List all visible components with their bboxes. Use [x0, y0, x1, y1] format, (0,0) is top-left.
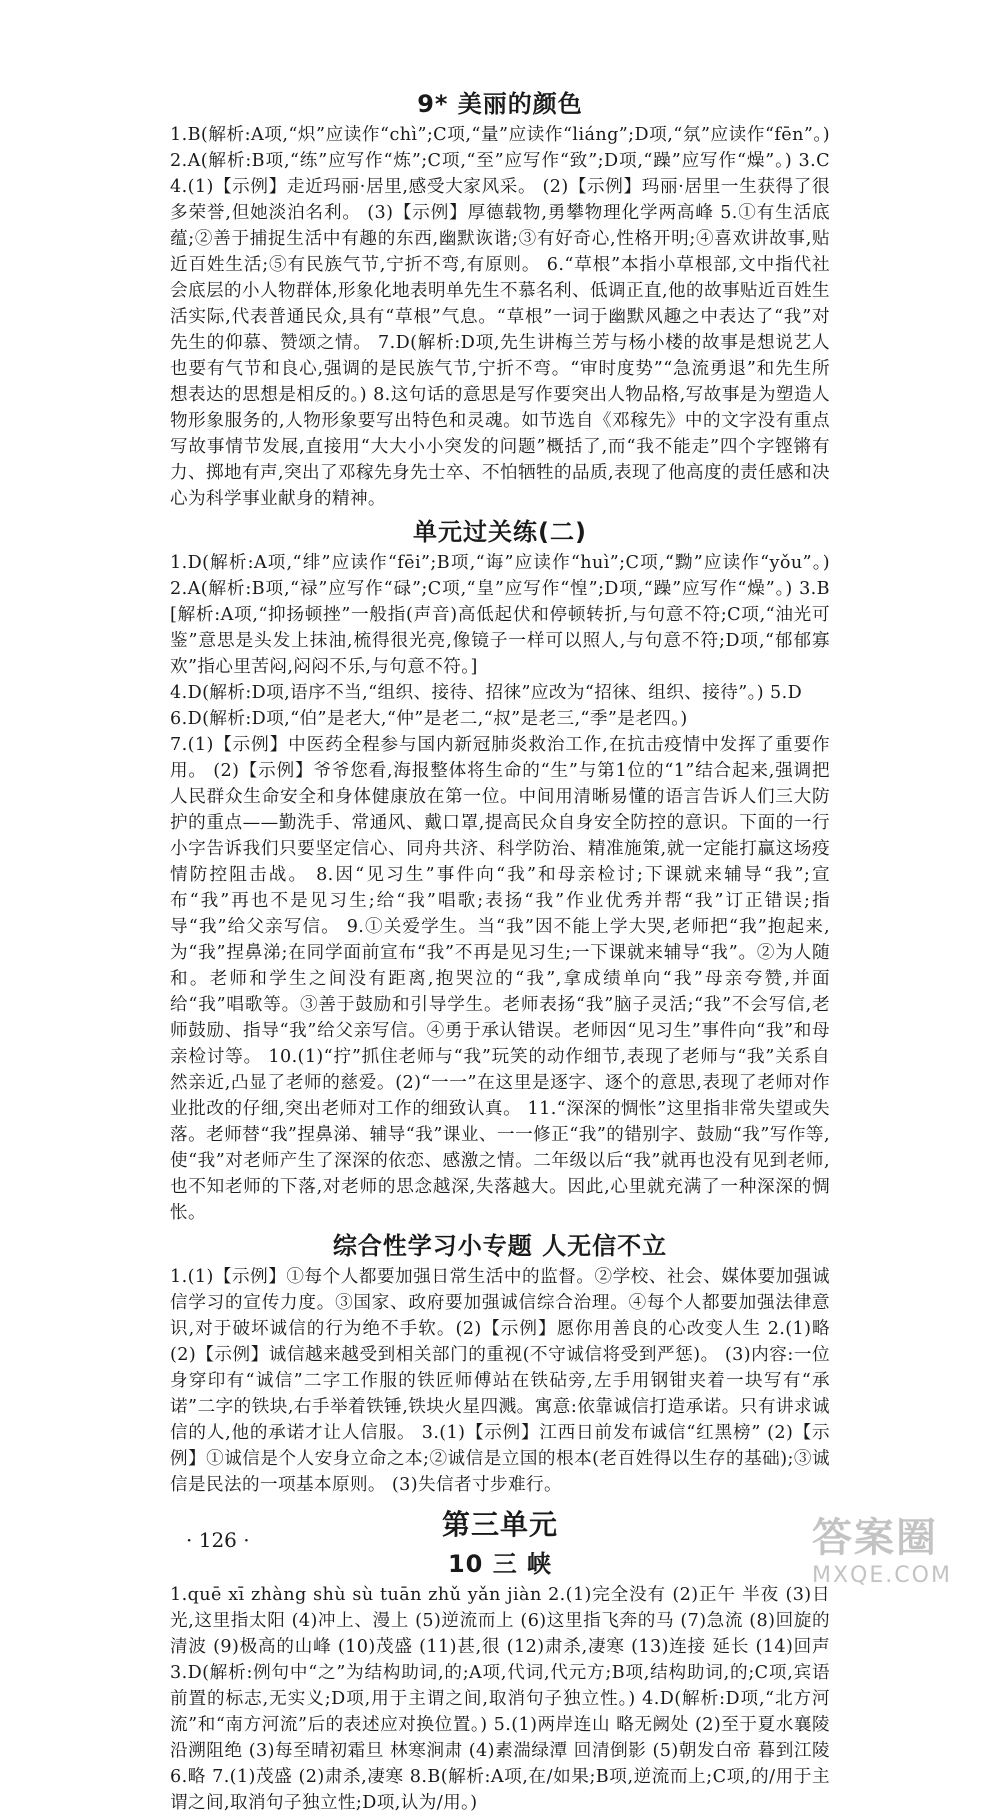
watermark-url: MXQE.COM: [812, 1563, 952, 1588]
watermark-logo: [812, 1506, 982, 1586]
section-title-integrity: 综合性学习小专题 人无信不立: [332, 1232, 668, 1260]
unit-three-title: 第三单元: [441, 1508, 558, 1541]
three-gorges-answers: 1.quē xī zhàng shù sù tuān zhǔ yǎn jiàn 2.(1)完全没有 (2)正午 半夜 (3)日光,这里指太阳 (4)冲上、漫上 (5)逆流而上 (6)这里指飞奔的马 (7)急流 (8)回旋的清波 (9)极高的山峰 (10)茂盛 (11)甚,很 (12)肃杀,凄寒 (13)连接 延长 (14)回声 3.D(解析:例句中“之”为结构助词,的;A项,代词,代元方;B项,结构助词,的;C项,宾语前置的标志,无实义;D项,用于主谓之间,取消句子独立性。) 4.D(解析:D项,“北方河流”和“南方河流”后的表述应对换位置。) 5.(1)两岸连山 略无阙处 (2)至于夏水襄陵 沿溯阻绝 (3)每至晴初霜旦 林寒涧肃 (4)素湍绿潭 回清倒影 (5)朝发白帝 暮到江陵 6.略 7.(1)茂盛 (2)肃杀,凄寒 8.B(解析:A项,在/如果;B项,逆流而上;C项,的/用于主谓之间,取消句子独立性;D项,认为/用。): [170, 1585, 830, 1813]
answer-column: [170, 84, 830, 1816]
unit-review-answers-6: 6.D(解析:D项,“伯”是老大,“仲”是老二,“叔”是老三,“季”是老四。): [170, 709, 688, 729]
lesson-title-three-gorges: 10 三 峡: [447, 1550, 553, 1578]
section-title-beautiful-colors: 9* 美丽的颜色: [417, 90, 583, 118]
unit-review-answers-4-5: 4.D(解析:D项,语序不当,“组织、接待、招徕”应改为“招徕、组织、接待”。) 5.D: [170, 683, 803, 703]
section-answers-beautiful-colors: 1.B(解析:A项,“炽”应读作“chì”;C项,“量”应读作“liáng”;D项,“氛”应读作“fēn”。) 2.A(解析:B项,“练”应写作“炼”;C项,“至”应写作“致”;D项,“躁”应写作“燥”。) 3.C 4.(1)【示例】走近玛丽·居里,感受大家风采。 (2)【示例】玛丽·居里一生获得了很多荣誉,但她淡泊名利。 (3)【示例】厚德载物,勇攀物理化学两高峰 5.①有生活底蕴;②善于捕捉生活中有趣的东西,幽默诙谐;③有好奇心,性格开明;④喜欢讲故事,贴近百姓生活;⑤有民族气节,宁折不弯,有原则。 6.“草根”本指小草根部,文中指代社会底层的小人物群体,形象化地表明单先生不慕名利、低调正直,他的故事贴近百姓生活实际,代表普通民众,具有“草根”气息。“草根”一词于幽默风趣之中表达了“我”对先生的仰慕、赞颂之情。 7.D(解析:D项,先生讲梅兰芳与杨小楼的故事是想说艺人也要有气节和良心,强调的是民族气节,宁折不弯。“审时度势”“急流勇退”和先生所想表达的思想是相反的。) 8.这句话的意思是写作要突出人物品格,写故事是为塑造人物形象服务的,人物形象要写出特色和灵魂。如节选自《邓稼先》中的文字没有重点写故事情节发展,直接用“大大小小突发的问题”概括了,而“我不能走”四个字铿锵有力、掷地有声,突出了邓稼先身先士卒、不怕牺牲的品质,表现了他高度的责任感和决心为科学事业献身的精神。: [170, 125, 830, 509]
section-title-unit-review: 单元过关练(二): [413, 518, 587, 546]
page-number: · 126 ·: [186, 1528, 250, 1552]
unit-review-answers-7-11: 7.(1)【示例】中医药全程参与国内新冠肺炎救治工作,在抗击疫情中发挥了重要作用。 (2)【示例】爷爷您看,海报整体将生命的“生”与第1位的“1”结合起来,强调把人民群众生命安全和身体健康放在第一位。中间用清晰易懂的语言告诉人们三大防护的重点——勤洗手、常通风、戴口罩,提高民众自身安全防控的意识。下面的一行小字告诉我们只要坚定信心、同舟共济、科学防治、精准施策,就一定能打赢这场疫情防控阻击战。 8.因“见习生”事件向“我”和母亲检讨;下课就来辅导“我”;宣布“我”再也不是见习生;给“我”唱歌;表扬“我”作业优秀并帮“我”订正错误;指导“我”给父亲写信。 9.①关爱学生。当“我”因不能上学大哭,老师把“我”抱起来,为“我”捏鼻涕;在同学面前宣布“我”不再是见习生;一下课就来辅导“我”。②为人随和。老师和学生之间没有距离,抱哭泣的“我”,拿成绩单向“我”母亲夸赞,并面给“我”唱歌等。③善于鼓励和引导学生。老师表扬“我”脑子灵活;“我”不会写信,老师鼓励、指导“我”给父亲写信。④勇于承认错误。老师因“见习生”事件向“我”和母亲检讨等。 10.(1)“拧”抓住老师与“我”玩笑的动作细节,表现了老师与“我”关系自然亲近,凸显了老师的慈爱。(2)“一一”在这里是逐字、逐个的意思,表现了老师对作业批改的仔细,突出老师对工作的细致认真。 11.“深深的惆怅”这里指非常失望或失落。老师替“我”捏鼻涕、辅导“我”课业、一一修正“我”的错别字、鼓励“我”写作等,使“我”对老师产生了深深的依恋、感激之情。二年级以后“我”就再也没有见到老师,也不知老师的下落,对老师的思念越深,失落越大。因此,心里就充满了一种深深的惆怅。: [170, 735, 830, 1223]
integrity-answers: 1.(1)【示例】①每个人都要加强日常生活中的监督。②学校、社会、媒体要加强诚信学习的宣传力度。③国家、政府要加强诚信综合治理。④每个人都要加强法律意识,对于破坏诚信的行为绝不手软。(2)【示例】愿你用善良的心改变人生 2.(1)略 (2)【示例】诚信越来越受到相关部门的重视(不守诚信将受到严惩)。 (3)内容:一位身穿印有“诚信”二字工作服的铁匠师傅站在铁砧旁,左手用钢钳夹着一块写有“承诺”二字的铁块,右手举着铁锤,铁块火星四溅。寓意:依靠诚信打造承诺。只有讲求诚信的人,他的承诺才让人信服。 3.(1)【示例】江西日前发布诚信“红黑榜” (2)【示例】①诚信是个人安身立命之本;②诚信是立国的根本(老百姓得以生存的基础);③诚信是民法的一项基本原则。 (3)失信者寸步难行。: [170, 1267, 830, 1495]
unit-review-answers-1-3: 1.D(解析:A项,“绯”应读作“fēi”;B项,“诲”应读作“huì”;C项,“黝”应读作“yǒu”。) 2.A(解析:B项,“禄”应写作“碌”;C项,“皇”应写作“惶”;D项,“躁”应写作“燥”。) 3.B [解析:A项,“抑扬顿挫”一般指(声音)高低起伏和停顿转折,与句意不符;C项,“油光可鉴”意思是头发上抹油,梳得很光亮,像镜子一样可以照人,与句意不符;D项,“郁郁寡欢”指心里苦闷,闷闷不乐,与句意不符。]: [170, 553, 830, 677]
watermark-logo-text: 答案圈: [812, 1515, 938, 1561]
